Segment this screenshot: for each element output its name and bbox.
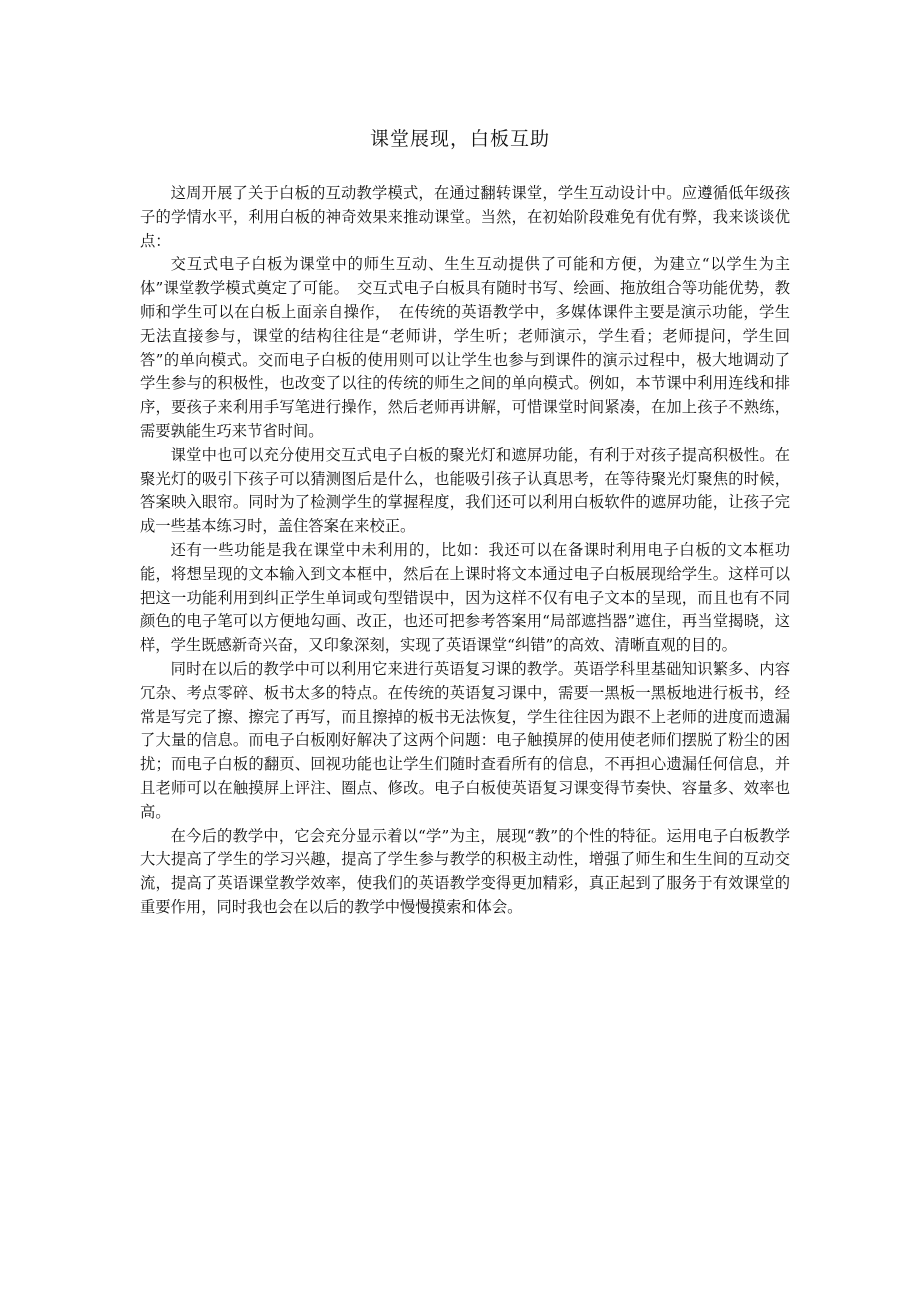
document-title: 课堂展现，白板互助 [369,128,550,150]
paragraph-interaction: 交互式电子白板为课堂中的师生互动、生生互动提供了可能和方便，为建立“以学生为主体”课堂教学模式奠定了可能。 交互式电子白板具有随时书写、绘画、拖放组合等功能优势，教师和学生可以在白板上面亲自操作， 在传统的英语教学中，多媒体课件主要是演示功能，学生无法直接参与，课堂的结构往往是“老师讲，学生听；老师演示，学生看；老师提问，学生回答”的单向模式。交而电子白板的使用则可以让学生也参与到课件的演示过程中，极大地调动了学生参与的积极性，也改变了以往的传统的师生之间的单向模式。例如，本节课中利用连线和排序，要孩子来利用手写笔进行操作，然后老师再讲解，可惜课堂时间紧凑，在加上孩子不熟练，需要孰能生巧来节省时间。 [140,255,790,440]
paragraph-textbox: 还有一些功能是我在课堂中未利用的，比如：我还可以在备课时利用电子白板的文本框功能，将想呈现的文本输入到文本框中，然后在上课时将文本通过电子白板展现给学生。这样可以把这一功能利用到纠正学生单词或句型错误中，因为这样不仅有电子文本的呈现，而且也有不同颜色的电子笔可以方便地勾画、改正，也还可把参考答案用“局部遮挡器”遮住，再当堂揭晓，这样，学生既感新奇兴奋，又印象深刻，实现了英语课堂“纠错”的高效、清晰直观的目的。 [140,540,790,655]
paragraph-intro: 这周开展了关于白板的互动教学模式，在通过翻转课堂，学生互动设计中。应遵循低年级孩子的学情水平，利用白板的神奇效果来推动课堂。当然，在初始阶段难免有优有弊，我来谈谈优点： [140,184,790,250]
paragraph-spotlight: 课堂中也可以充分使用交互式电子白板的聚光灯和遮屏功能，有利于对孩子提高积极性。在聚光灯的吸引下孩子可以猜测图后是什么，也能吸引孩子认真思考，在等待聚光灯聚焦的时候，答案映入眼帘。同时为了检测学生的掌握程度，我们还可以利用白板软件的遮屏功能，让孩子完成一些基本练习时，盖住答案在来校正。 [140,445,790,536]
paragraph-review: 同时在以后的教学中可以利用它来进行英语复习课的教学。英语学科里基础知识繁多、内容冗杂、考点零碎、板书太多的特点。在传统的英语复习课中，需要一黑板一黑板地进行板书，经常是写完了擦、擦完了再写，而且擦掉的板书无法恢复，学生往往因为跟不上老师的进度而遗漏了大量的信息。而电子白板刚好解决了这两个问题：电子触摸屏的使用使老师们摆脱了粉尘的困扰；而电子白板的翻页、回视功能也让学生们随时查看所有的信息，不再担心遗漏任何信息，并且老师可以在触摸屏上评注、圈点、修改。电子白板使英语复习课变得节奏快、容量多、效率也高。 [140,659,790,821]
paragraph-conclusion: 在今后的教学中，它会充分显示着以“学”为主，展现“教”的个性的特征。运用电子白板教学大大提高了学生的学习兴趣，提高了学生参与教学的积极主动性，增强了师生和生生间的互动交流，提高了英语课堂教学效率，使我们的英语教学变得更加精彩，真正起到了服务于有效课堂的重要作用，同时我也会在以后的教学中慢慢摸索和体会。 [140,826,790,916]
document-body [140,182,790,920]
